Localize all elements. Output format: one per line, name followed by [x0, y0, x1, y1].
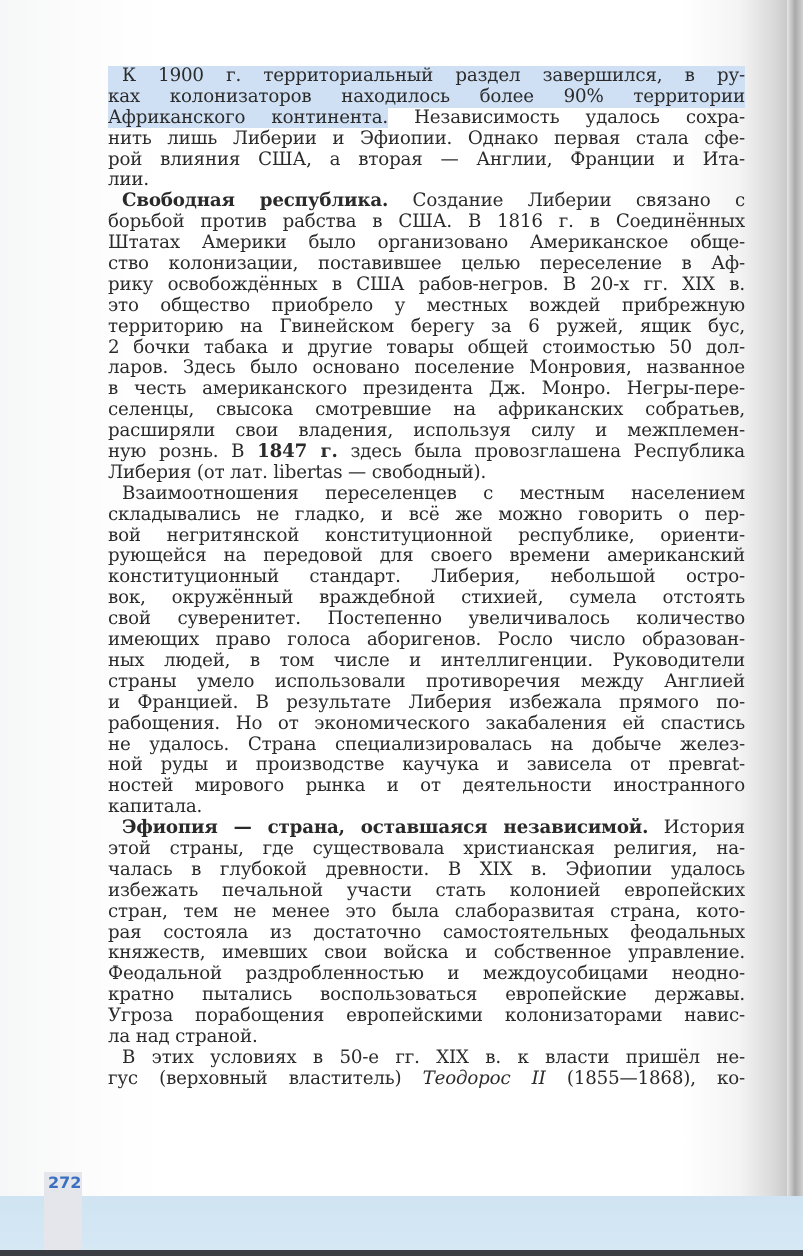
page-number: 272 [48, 1173, 82, 1192]
text-line: ной руды и производстве каучука и зависела от превrat- [108, 755, 745, 776]
text-line: ностей мирового рынка и от деятельности иностранного [108, 776, 745, 797]
text-line: территорию на Гвинейском берегу за 6 ружей, ящик бус, [108, 316, 745, 337]
text-line: вок, окружённый враждебной стихией, сумела отстоять [108, 588, 745, 609]
text-line: страны умело использовали противоречия между Англией [108, 671, 745, 692]
text-line: свой суверенитет. Постепенно увеличивалось количество [108, 609, 745, 630]
text-line: ла над страной. [108, 1026, 258, 1047]
text-line: капитала. [108, 797, 203, 818]
page-footer-band [0, 1196, 803, 1252]
text-line: в честь американского президента Дж. Монро. Негры-пере- [108, 379, 745, 400]
text-line [108, 818, 745, 839]
text-line: селенцы, свысока смотревшие на африканских собратьев, [108, 400, 745, 421]
text-line: это общество приобрело у местных вождей прибрежную [108, 295, 745, 316]
text-line [108, 191, 745, 212]
text-line: Взаимоотношения переселенцев с местным населением [122, 483, 745, 504]
text-line: конституционный стандарт. Либерия, небольшой остро- [108, 567, 745, 588]
page-body-text [108, 66, 745, 1090]
text-span: ную рознь. В [108, 442, 258, 463]
text-line: В этих условиях в 50-е гг. XIX в. к власти пришёл не- [122, 1047, 745, 1068]
text-line: складывались не гладко, и всё же можно говорить о пер- [108, 504, 745, 525]
text-span: здесь была провозглашена Республика [337, 442, 745, 463]
page-bottom-edge [0, 1250, 803, 1256]
text-line: нить лишь Либерии и Эфиопии. Однако первая стала сфе- [108, 128, 745, 149]
text-line [108, 108, 745, 129]
italic-name: Теодорос II [422, 1068, 546, 1089]
text-line: этой страны, где существовала христианская религия, на- [108, 838, 745, 859]
text-span: гус (верховный властитель) [108, 1068, 423, 1089]
text-line: Штатах Америки было организовано Американское обще- [108, 233, 745, 254]
text-line: ларов. Здесь было основано поселение Монровия, названное [108, 358, 745, 379]
text-span: (1855—1868), ко- [545, 1068, 745, 1089]
bold-date: 1847 г. [257, 442, 338, 463]
text-line: 2 бочки табака и другие товары общей стоимостью 50 дол- [108, 337, 745, 358]
text-line: рая состояла из достаточно самостоятельных феодальных [108, 922, 745, 943]
text-line: не удалось. Страна специализировалась на добыче желез- [108, 734, 745, 755]
section-heading-ethiopia: Эфиопия — страна, оставшаяся независимой. [122, 818, 649, 839]
text-line: рой влияния США, а вторая — Англии, Франции и Ита- [108, 149, 745, 170]
book-spine-shadow [787, 0, 803, 1256]
text-line: лии. [108, 170, 149, 191]
text-line: борьбой против рабства в США. В 1816 г. в Соединённых [108, 212, 745, 233]
text-line: кратно пытались воспользоваться европейские державы. [108, 985, 745, 1006]
text-line: Либерия (от лат. libertas — свободный). [108, 462, 487, 483]
text-line [108, 1069, 745, 1090]
text-line: расширяли свои владения, используя силу и межплемен- [108, 421, 745, 442]
section-heading-free-republic: Свободная республика. [122, 191, 389, 212]
text-line: рующейся на передовой для своего времени американский [108, 546, 745, 567]
text-span: История [648, 818, 745, 839]
text-span: Создание Либерии связано с [388, 191, 745, 212]
highlighted-text: Африканского континента. [108, 107, 389, 128]
text-line: стран, тем не менее это была слаборазвитая страна, кото- [108, 901, 745, 922]
text-line: ство колонизации, поставившее целью переселение в Аф- [108, 254, 745, 275]
text-line: княжеств, имевших свои войска и собственное управление. [108, 943, 745, 964]
text-line: вой негритянской конституционной республике, ориенти- [108, 525, 745, 546]
text-line-highlighted: К 1900 г. территориальный раздел завершился, в ру- [108, 66, 745, 87]
text-line: Феодальной раздробленностью и междоусобицами неодно- [108, 964, 745, 985]
text-line: и Францией. В результате Либерия избежала прямого по- [108, 692, 745, 713]
text-line: избежать печальной участи стать колонией европейских [108, 880, 745, 901]
text-span: Независимость удалось сохра- [388, 107, 745, 128]
text-line-highlighted: ках колонизаторов находилось более 90% территории [108, 86, 745, 107]
text-line: рабощения. Но от экономического закабаления ей спастись [108, 713, 745, 734]
text-line [108, 442, 745, 463]
text-line: рику освобождённых в США рабов-негров. В 20-х гг. XIX в. [108, 274, 745, 295]
text-line: ных людей, в том числе и интеллигенции. Руководители [108, 650, 745, 671]
text-line: Угроза порабощения европейскими колонизаторами навис- [108, 1006, 745, 1027]
text-line: чалась в глубокой древности. В XIX в. Эфиопии удалось [108, 859, 745, 880]
text-line: имеющих право голоса аборигенов. Росло число образован- [108, 630, 745, 651]
